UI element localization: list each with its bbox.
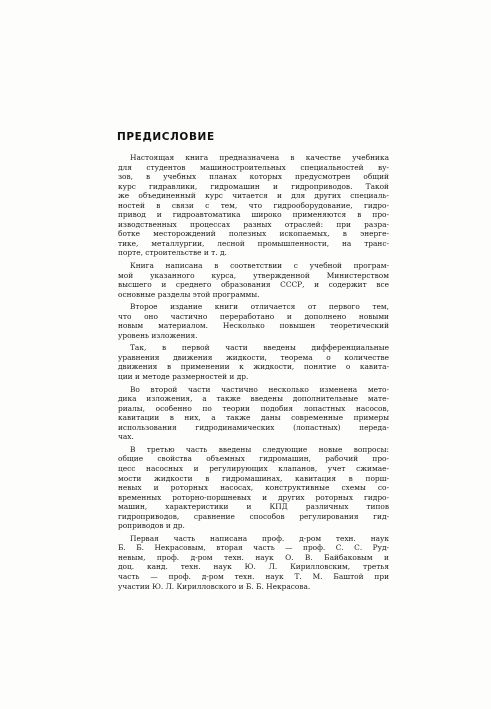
paragraph — [118, 302, 389, 340]
text-line: дика изложения, а также введены дополнительные мате- — [118, 394, 389, 404]
text-line: доц. канд. техн. наук Ю. Л. Кирилловским, третья — [118, 562, 389, 572]
text-line: машин, характеристики и КПД различных типов — [118, 502, 389, 512]
paragraph — [118, 445, 389, 531]
text-line: уравнения движения жидкости, теорема о количестве — [118, 352, 389, 362]
text-line: часть — проф. д-ром техн. наук Т. М. Баштой при — [118, 571, 389, 581]
paragraph — [118, 343, 389, 381]
paragraph — [118, 261, 389, 299]
text-line: Во второй части частично несколько изменена мето- — [130, 384, 389, 394]
text-line: мой указанного курса, утвержденной Министерством — [118, 270, 389, 280]
text-line: кавитации в них, а также даны современные примеры — [118, 413, 389, 423]
text-line: для студентов машиностроительных специальностей ву- — [118, 162, 389, 172]
text-line: ции и методе размерностей и др. — [118, 372, 249, 382]
paragraph — [118, 385, 389, 442]
text-line: тике, металлургии, лесной промышленности, на транс- — [118, 238, 389, 248]
text-line: Б. Б. Некрасовым, вторая часть — проф. С. С. Руд- — [118, 543, 389, 553]
text-line: использования гидродинамических (лопастных) переда- — [118, 422, 389, 432]
text-line: ностей в связи с тем, что гидрооборудование, гидро- — [118, 200, 389, 210]
text-line: общие свойства объемных гидромашин, рабочий про- — [118, 454, 389, 464]
paragraph — [118, 153, 389, 258]
body-text — [118, 153, 389, 591]
text-line: привод и гидроавтоматика широко применяются в про- — [118, 210, 389, 220]
text-line: невым, проф. д-ром техн. наук О. В. Байбаковым и — [118, 552, 389, 562]
text-line: порте, строительстве и т. д. — [118, 248, 227, 258]
text-line: же объединенный курс читается и для других специаль- — [118, 191, 389, 201]
text-line: гидроприводов, сравнение способов регулирования гид- — [118, 511, 389, 521]
text-line: риалы, особенно по теории подобия лопастных насосов, — [118, 403, 389, 413]
text-line: невых и роторных насосах, конструктивные схемы со- — [118, 483, 389, 493]
text-line: мости жидкости в гидромашинах, кавитация в порш- — [118, 473, 389, 483]
text-line: чах. — [118, 432, 134, 442]
text-line: В третью часть введены следующие новые вопросы: — [130, 444, 389, 454]
text-line: что оно частично переработано и дополнено новыми — [118, 311, 389, 321]
text-line: цесс насосных и регулирующих клапанов, учет сжимае- — [118, 463, 389, 473]
text-line: основные разделы этой программы. — [118, 289, 260, 299]
text-line: Первая часть написана проф. д-ром техн. наук — [130, 533, 389, 543]
text-line: новым материалом. Несколько повышен теоретический — [118, 321, 389, 331]
text-line: Настоящая книга предназначена в качестве учебника — [130, 153, 389, 162]
text-line: высшего и среднего образования СССР, и содержит все — [118, 280, 389, 290]
text-line: уровень изложения. — [118, 330, 198, 340]
text-line: изводственных процессах разных отраслей: при разра- — [118, 219, 389, 229]
text-line: ботке месторождений полезных ископаемых, в энерге- — [118, 229, 389, 239]
text-line: курс гидравлики, гидромашин и гидроприводов. Такой — [118, 181, 389, 191]
text-line: Так, в первой части введены дифференциальные — [130, 343, 389, 353]
text-line: роприводов и др. — [118, 521, 185, 531]
text-line: участии Ю. Л. Кирилловского и Б. Б. Некрасова. — [118, 581, 311, 591]
page-title: ПРЕДИСЛОВИЕ — [117, 131, 215, 143]
text-line: Книга написана в соответствии с учебной програм- — [130, 261, 389, 271]
text-line: зов, в учебных планах которых предусмотрен общий — [118, 172, 389, 182]
text-line: временных роторно-поршневых и других роторных гидро- — [118, 492, 389, 502]
text-line: движения в применении к жидкости, понятие о кавита- — [118, 362, 389, 372]
paragraph — [118, 534, 389, 591]
text-line: Второе издание книги отличается от первого тем, — [130, 302, 389, 312]
